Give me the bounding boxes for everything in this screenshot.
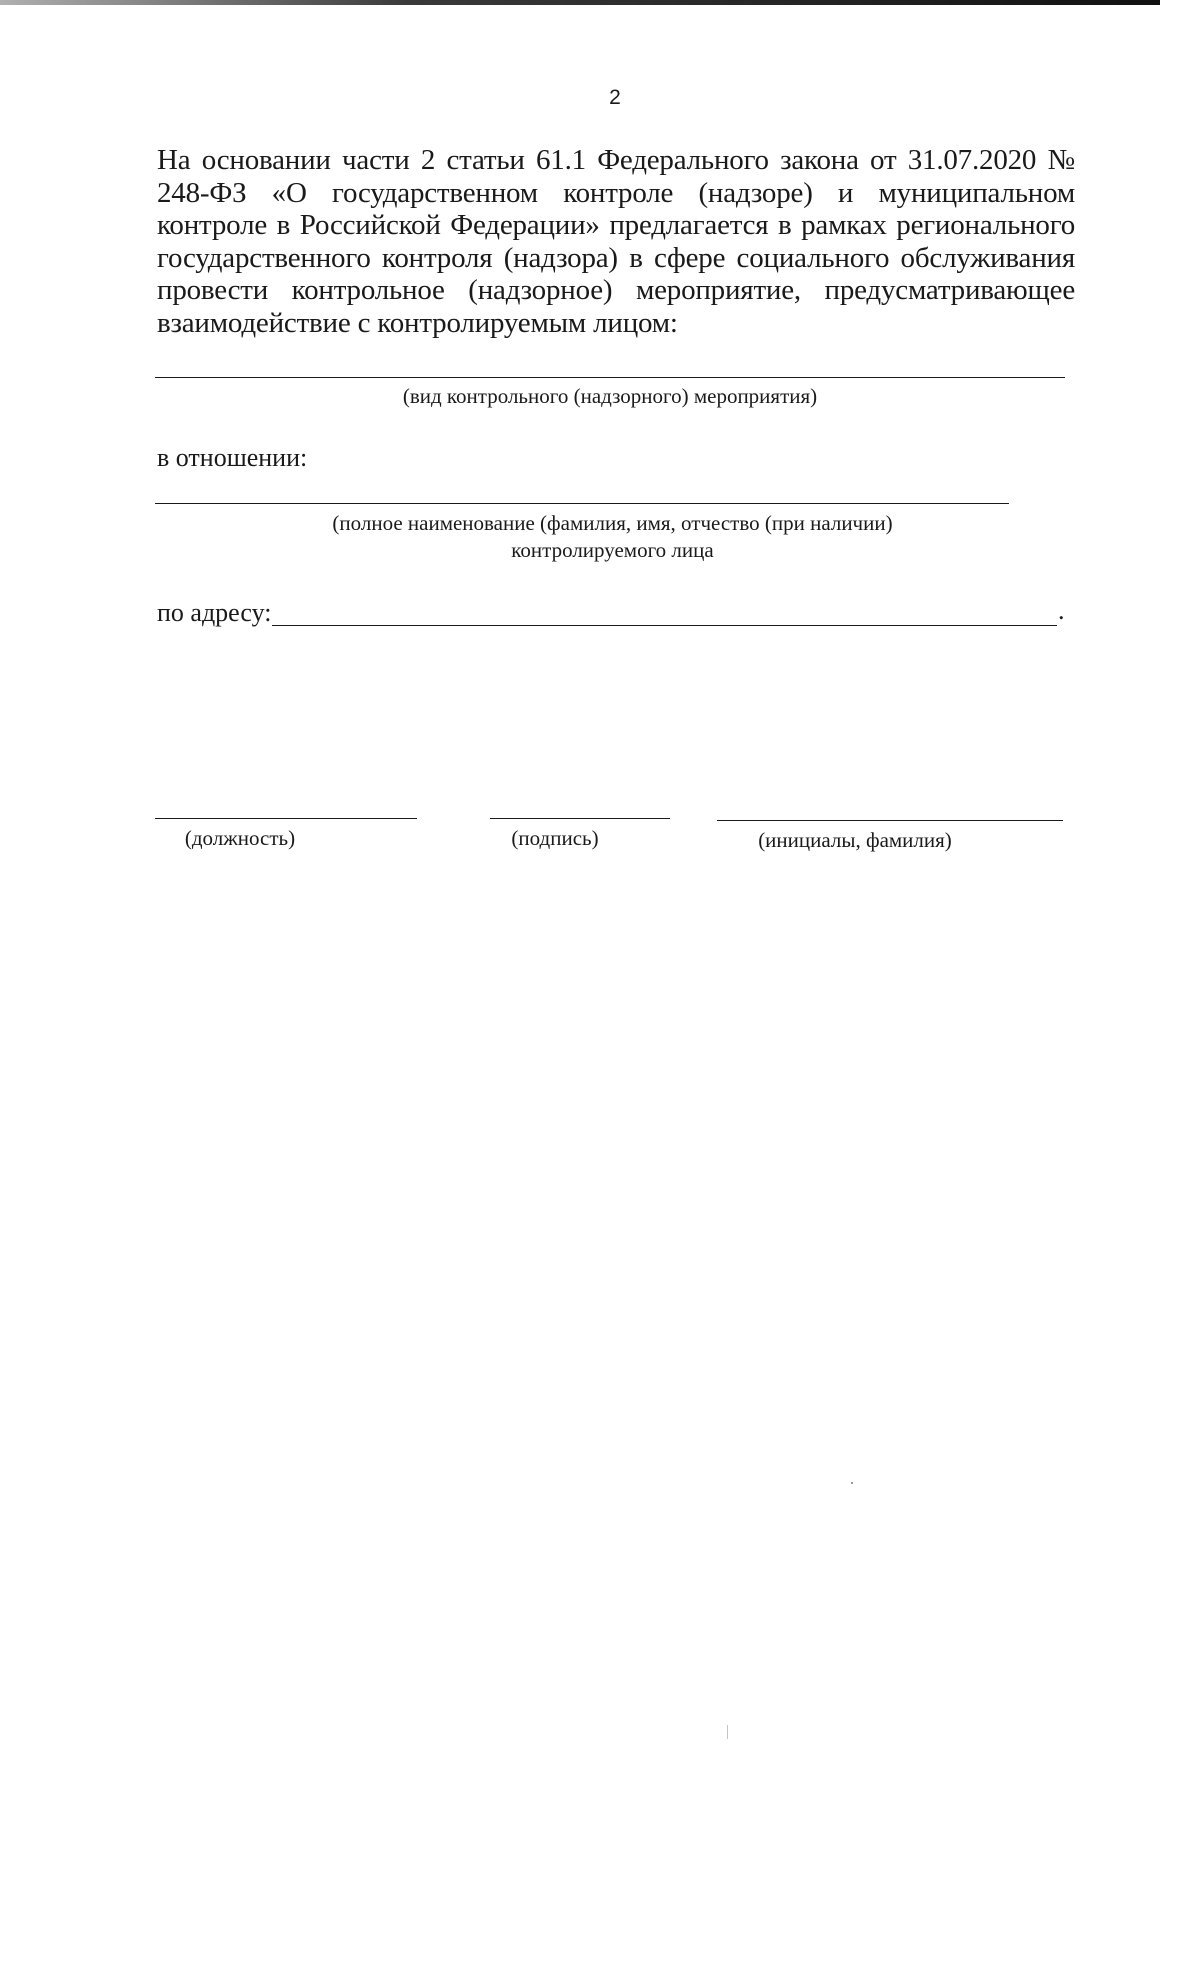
entity-caption-line1: (полное наименование (фамилия, имя, отчество (при наличии) <box>332 511 893 535</box>
scan-speck <box>727 1725 728 1739</box>
intro-paragraph: На основании части 2 статьи 61.1 Федерального закона от 31.07.2020 № 248-ФЗ «О государственном контроле (надзоре) и муниципальном контроле в Российской Федерации» предлагается в рамках регионального государственного контроля (надзора) в сфере социального обслуживания провести контрольное (надзорное) мероприятие, предусматривающее взаимодействие с контролируемым лицом: <box>157 144 1075 339</box>
signature-line <box>490 818 670 819</box>
name-line <box>717 820 1063 821</box>
name-caption: (инициалы, фамилия) <box>758 828 952 852</box>
address-end-mark: . <box>1058 596 1065 625</box>
event-type-line <box>155 377 1065 378</box>
position-caption: (должность) <box>184 826 296 850</box>
address-label: по адресу: <box>157 598 272 627</box>
entity-name-line <box>155 503 1009 504</box>
scan-speck <box>851 1482 853 1484</box>
regarding-label: в отношении: <box>157 443 308 472</box>
scan-top-edge <box>0 0 1160 5</box>
event-type-caption: (вид контрольного (надзорного) мероприятия) <box>402 384 818 408</box>
address-line <box>272 625 1057 626</box>
signature-caption: (подпись) <box>511 826 599 850</box>
position-line <box>155 818 417 819</box>
page-number: 2 <box>609 86 621 109</box>
entity-caption-line2: контролируемого лица <box>511 538 714 562</box>
